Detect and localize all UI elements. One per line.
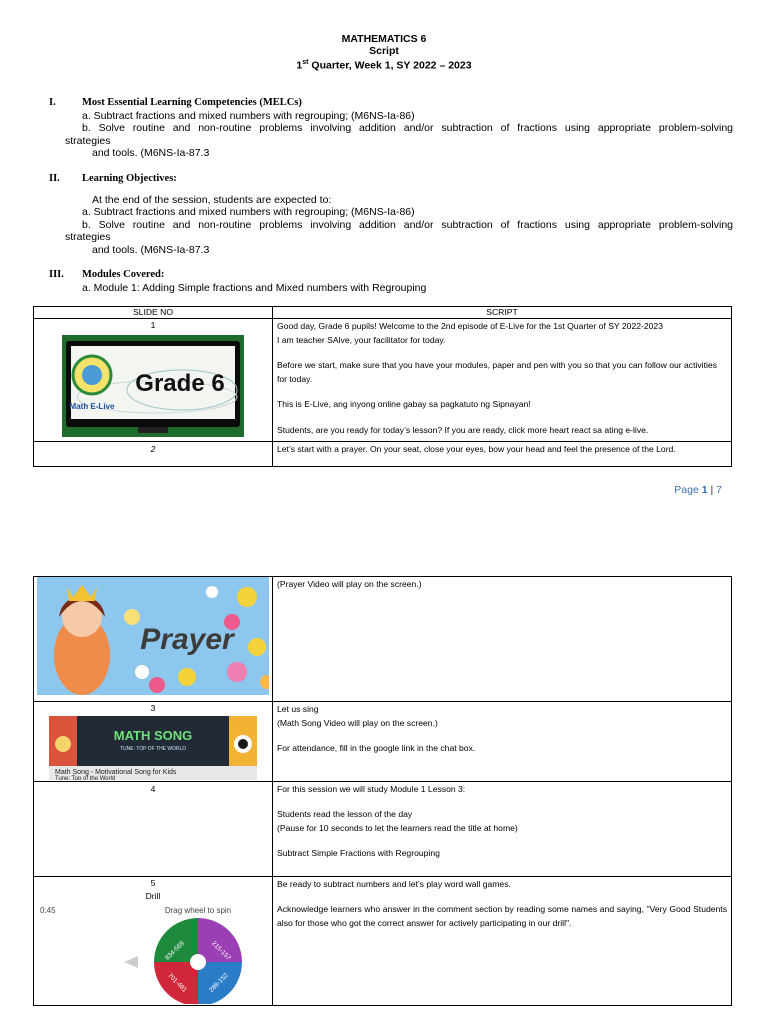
table-row — [34, 876, 732, 1005]
svg-text:Drag wheel to spin: Drag wheel to spin — [164, 905, 232, 915]
grade6-slide-image — [62, 335, 244, 437]
svg-text:288-152: 288-152 — [208, 971, 230, 994]
document-header — [0, 33, 768, 72]
svg-text:Tune: Top of the World: Tune: Top of the World — [55, 775, 116, 780]
slide-number: 5 — [150, 877, 156, 888]
table-row — [34, 442, 732, 467]
section-heading: Most Essential Learning Competencies (MELCs) — [82, 97, 302, 108]
melc-b-line2: strategies — [65, 134, 111, 147]
svg-text:Math E-Live: Math E-Live — [69, 401, 115, 411]
script-cell: Let’s start with a prayer. On your seat, close your eyes, bow your head and feel the presence of the Lord. — [273, 442, 732, 467]
col-script-header: SCRIPT — [273, 307, 732, 319]
svg-text:TUNE: TOP OF THE WORLD: TUNE: TOP OF THE WORLD — [119, 745, 187, 752]
objective-b-line1: b. Solve routine and non-routine problems involving addition and/or subtraction of fractions using appropriate problem-solving — [82, 218, 733, 231]
script-cell: Good day, Grade 6 pupils! Welcome to the 2nd episode of E-Live for the 1st Quarter of SY 2022-2023 I am teacher SAlve, your facilitator for today. Before we start, make sure that you have your modules, paper and pen with you so that you can follow our activities for today. This is E-Live, ang inyong online gabay sa pagkatuto ng Sipnayan! Students, are you ready for today’s lesson? If you are ready, click more heart react sa ating e-live. — [273, 319, 732, 442]
objective-b-line2: strategies — [65, 231, 111, 243]
doc-title: MATHEMATICS 6 — [341, 33, 427, 45]
slide-label: Drill — [145, 891, 161, 901]
svg-text:Math Song - Motivational Song: Math Song - Motivational Song for Kids — [55, 768, 177, 776]
doc-subtitle: Script — [369, 45, 399, 57]
module-a: a. Module 1: Adding Simple fractions and Mixed numbers with Regrouping — [82, 281, 427, 294]
script-table — [33, 306, 732, 467]
section-roman: II. — [49, 173, 60, 184]
objectives-intro: At the end of the session, students are expected to: — [92, 193, 332, 206]
slide-cell — [34, 876, 273, 1005]
col-slide-header: SLIDE NO — [34, 307, 273, 319]
slide-number: 1 — [150, 320, 156, 330]
objective-b-line3: and tools. (M6NS-Ia-87.3 — [92, 243, 210, 256]
slide-cell: 4 — [34, 781, 273, 876]
slide-cell — [34, 319, 273, 442]
table-row — [34, 577, 732, 702]
table-row — [34, 319, 732, 442]
table-header-row — [34, 307, 732, 319]
section-modules — [49, 268, 733, 294]
script-table-continued — [33, 576, 732, 1006]
table-row — [34, 781, 732, 876]
section-roman: I. — [49, 97, 56, 108]
prayer-slide-image — [37, 577, 269, 695]
svg-text:MATH SONG: MATH SONG — [113, 727, 193, 743]
slide-number: 3 — [150, 703, 156, 713]
script-cell: Be ready to subtract numbers and let’s play word wall games. Acknowledge learners who answer in the comment section by reading some names and saying, "Very Good Students also for those who got the correct answer for actively participating in our drill". — [273, 876, 732, 1005]
page-footer: Page 1 | 7 — [674, 484, 722, 496]
section-heading: Learning Objectives: — [82, 173, 177, 184]
section-objectives — [49, 172, 733, 256]
spin-wheel-image — [38, 904, 268, 1004]
svg-text:0:45: 0:45 — [40, 905, 56, 915]
svg-text:215-157: 215-157 — [210, 939, 232, 962]
table-row — [34, 702, 732, 782]
script-cell: For this session we will study Module 1 Lesson 3: Students read the lesson of the day (Pause for 10 seconds to let the learners read the title at home) Subtract Simple Fractions with Regrouping — [273, 781, 732, 876]
slide-cell — [34, 577, 273, 702]
svg-text:834-569: 834-569 — [164, 939, 186, 962]
slide-cell: 2 — [34, 442, 273, 467]
page-2 — [0, 520, 768, 1024]
melc-a: a. Subtract fractions and mixed numbers with regrouping; (M6NS-Ia-86) — [82, 109, 415, 122]
melc-b-line1: b. Solve routine and non-routine problems involving addition and/or subtraction of fractions using appropriate problem-solving — [82, 122, 733, 134]
script-cell: Let us sing (Math Song Video will play on the screen.) For attendance, fill in the google link in the chat box. — [273, 702, 732, 782]
doc-quarter: 1st Quarter, Week 1, SY 2022 – 2023 — [296, 59, 472, 72]
section-roman: III. — [49, 269, 64, 280]
svg-text:Prayer: Prayer — [140, 623, 234, 656]
section-heading: Modules Covered: — [82, 269, 165, 280]
melc-b-line3: and tools. (M6NS-Ia-87.3 — [92, 147, 210, 159]
script-cell: (Prayer Video will play on the screen.) — [273, 577, 732, 702]
math-song-slide-image — [49, 716, 257, 780]
svg-text:Grade 6: Grade 6 — [135, 369, 225, 397]
objective-a: a. Subtract fractions and mixed numbers with regrouping; (M6NS-Ia-86) — [82, 206, 415, 218]
section-melcs — [49, 96, 733, 160]
svg-text:701-481: 701-481 — [166, 971, 188, 994]
slide-cell — [34, 702, 273, 782]
